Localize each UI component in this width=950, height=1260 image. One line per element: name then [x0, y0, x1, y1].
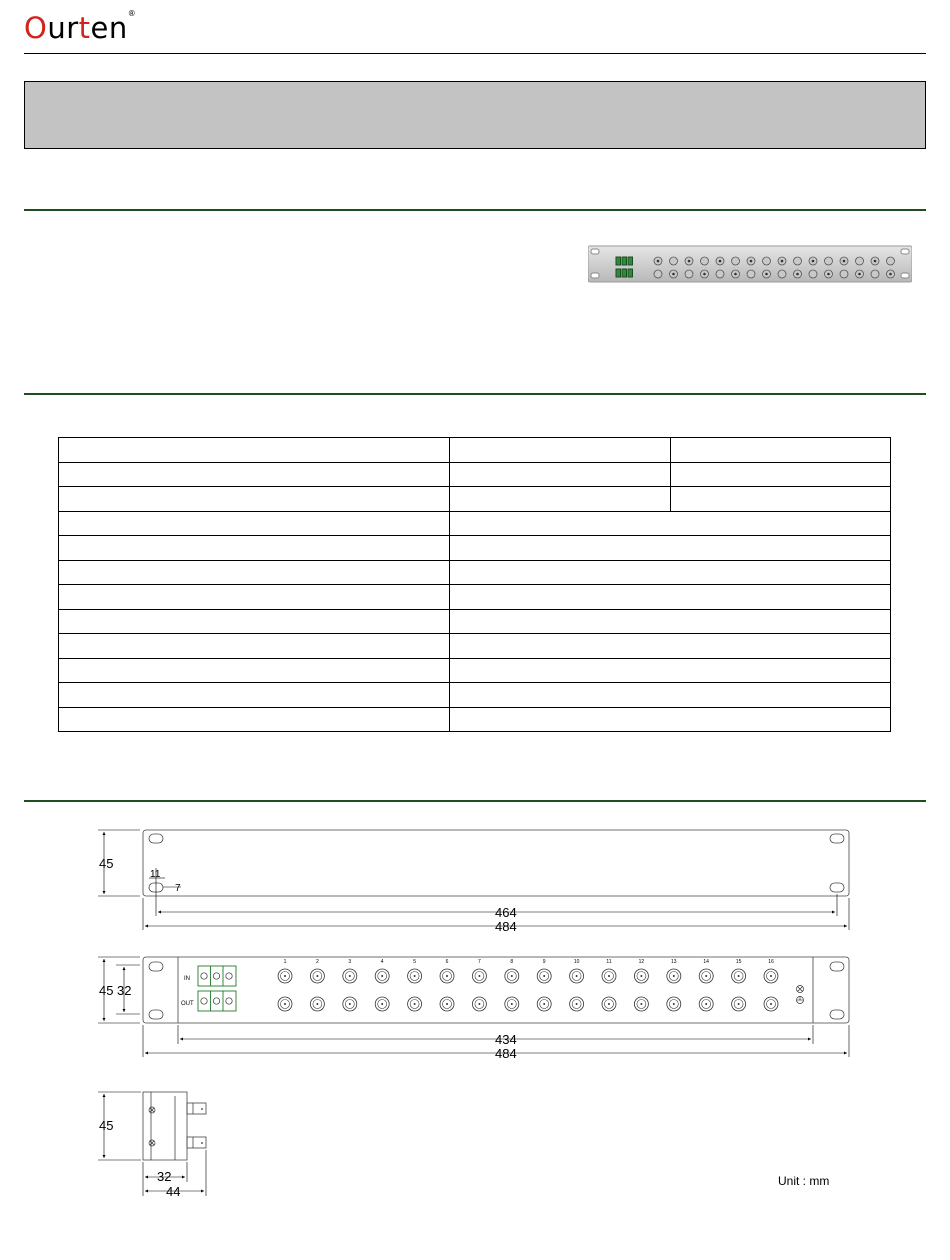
side-height-dim: 45	[99, 1118, 114, 1133]
table-row	[59, 511, 891, 536]
table-row	[59, 462, 891, 487]
table-cell	[450, 585, 891, 610]
panel-width-dim: 484	[495, 1046, 517, 1061]
bnc-connector-in	[537, 969, 551, 983]
brand-logo	[24, 9, 136, 46]
table-cell	[59, 536, 450, 561]
bnc-connector-in	[602, 969, 616, 983]
bnc-connector-in	[570, 969, 584, 983]
bnc-connector-out	[667, 997, 681, 1011]
table-row	[59, 609, 891, 634]
bnc-connector-out	[764, 997, 778, 1011]
bnc-connector-out	[505, 997, 519, 1011]
channel-number: 10	[573, 959, 580, 965]
bnc-connector-out	[408, 997, 422, 1011]
table-cell	[59, 487, 450, 512]
front-width-dim: 484	[495, 919, 517, 934]
out-label: OUT	[181, 1001, 194, 1007]
bnc-connector-in	[699, 969, 713, 983]
bnc-row-in	[278, 969, 778, 983]
bnc-connector-in	[310, 969, 324, 983]
bnc-connector-in	[343, 969, 357, 983]
bnc-connector-in	[505, 969, 519, 983]
panel-height-dim: 45	[99, 983, 114, 998]
bnc-connector-out	[570, 997, 584, 1011]
table-cell	[59, 683, 450, 708]
channel-number: 1	[283, 959, 287, 965]
front-hole-span-dim: 464	[495, 905, 517, 920]
table-cell	[450, 609, 891, 634]
table-cell	[450, 634, 891, 659]
bnc-connector-in	[375, 969, 389, 983]
side-body-depth-dim: 32	[157, 1169, 172, 1184]
brand-wordmark: Ourten	[24, 11, 128, 45]
table-cell	[671, 462, 891, 487]
channel-number: 3	[348, 959, 352, 965]
bnc-connector-in	[440, 969, 454, 983]
panel-inner-height-dim: 32	[117, 983, 132, 998]
bnc-connector-out	[699, 997, 713, 1011]
table-cell	[59, 560, 450, 585]
bnc-connector-in	[278, 969, 292, 983]
section-rule-specifications	[24, 393, 926, 395]
bnc-connector-out	[537, 997, 551, 1011]
channel-number: 15	[735, 959, 742, 965]
table-row	[59, 683, 891, 708]
table-row	[59, 560, 891, 585]
table-cell	[450, 658, 891, 683]
channel-number: 16	[768, 959, 774, 965]
front-view	[143, 830, 849, 896]
bnc-connector-out	[278, 997, 292, 1011]
bnc-connector-in	[667, 969, 681, 983]
front-hole-x-dim: 11	[150, 869, 161, 880]
bnc-connector-out	[440, 997, 454, 1011]
section-rule-features	[24, 209, 926, 211]
panel-inner-width-dim: 434	[495, 1032, 517, 1047]
table-cell	[59, 707, 450, 732]
bnc-connector-in	[764, 969, 778, 983]
channel-number: 11	[606, 959, 612, 965]
front-height-dim: 45	[99, 856, 114, 871]
bnc-row-out	[278, 997, 778, 1011]
channel-number: 9	[542, 959, 546, 965]
section-rule-dimensions	[24, 800, 926, 802]
table-cell	[450, 462, 671, 487]
bnc-connector-out	[602, 997, 616, 1011]
bnc-connector-in	[408, 969, 422, 983]
table-cell	[671, 438, 891, 463]
table-cell	[59, 658, 450, 683]
table-cell	[450, 487, 671, 512]
product-photo	[588, 243, 912, 285]
side-total-depth-dim: 44	[166, 1184, 181, 1199]
table-cell	[59, 585, 450, 610]
table-cell	[59, 511, 450, 536]
registered-mark: ®	[127, 9, 136, 18]
bnc-connector-out	[732, 997, 746, 1011]
table-row	[59, 438, 891, 463]
table-row	[59, 658, 891, 683]
panel-view	[143, 957, 849, 1023]
channel-number: 5	[413, 959, 416, 965]
table-cell	[450, 560, 891, 585]
header-rule	[24, 53, 926, 54]
dimension-drawing	[95, 820, 865, 1210]
table-row	[59, 634, 891, 659]
table-cell	[59, 609, 450, 634]
bnc-connector-in	[634, 969, 648, 983]
bnc-connector-out	[343, 997, 357, 1011]
table-row	[59, 585, 891, 610]
channel-number: 6	[445, 959, 449, 965]
bnc-connector-out	[472, 997, 486, 1011]
table-cell	[59, 462, 450, 487]
bnc-connector-in	[472, 969, 486, 983]
channel-number: 7	[478, 959, 481, 965]
table-row	[59, 536, 891, 561]
channel-number: 4	[380, 959, 384, 965]
side-view	[143, 1092, 206, 1160]
bnc-connector-out	[310, 997, 324, 1011]
table-row	[59, 707, 891, 732]
unit-note: Unit : mm	[778, 1174, 830, 1188]
table-row	[59, 487, 891, 512]
bnc-connector-in	[732, 969, 746, 983]
channel-number: 2	[316, 959, 319, 965]
table-cell	[450, 707, 891, 732]
bnc-connector-out	[375, 997, 389, 1011]
table-cell	[450, 438, 671, 463]
channel-number: 14	[703, 959, 709, 965]
in-label: IN	[184, 976, 190, 982]
spec-table	[58, 437, 891, 732]
table-cell	[450, 536, 891, 561]
table-cell	[671, 487, 891, 512]
channel-number: 12	[638, 959, 645, 965]
channel-number: 8	[510, 959, 514, 965]
table-cell	[59, 634, 450, 659]
table-cell	[450, 683, 891, 708]
front-hole-y-dim: 7	[175, 883, 181, 894]
bnc-connector-out	[634, 997, 648, 1011]
channel-number-labels	[284, 959, 774, 965]
channel-number: 13	[671, 959, 677, 965]
table-cell	[59, 438, 450, 463]
title-banner	[24, 81, 926, 149]
table-cell	[450, 511, 891, 536]
ground-symbols	[797, 986, 804, 1004]
